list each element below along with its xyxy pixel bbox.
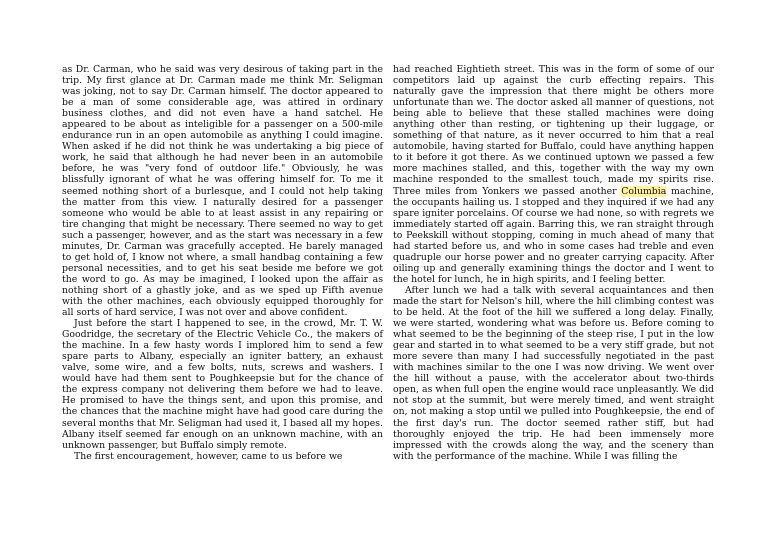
paragraph (393, 64, 714, 285)
paragraph: After lunch we had a talk with several acquaintances and then made the start for Nelson's hill, where the hill climbing contest was to be held. At the foot of the hill we suffered a long delay. Finally, we were started, wondering what was before us. Before coming to what seemed to be the beginning of the steep rise, I put in the low gear and started in to what seemed to be a very stiff grade, but not more severe than many I had successfully negotiated in the past with machines similar to the one I was now driving. We went over the hill without a pause, with the accelerator about two-thirds open, as when full open the engine would race unpleasantly. We did not stop at the summit, but were merely timed, and went straight on, not making a stop until we pulled into Poughkeepsie, the end of the first day's run. The doctor seemed rather stiff, but had thoroughly enjoyed the trip. He had been immensely more impressed with the crowds along the way, and the scenery than with the performance of the machine. While I was filling the (393, 284, 714, 462)
text-run: machine, the occupants hailing us. I stopped and they inquired if we had any spare igniter porcelains. Of course we had none, so with regrets we immediately started off again. Barring this, we ran straight through to Peekskill without stopping, coming in much ahead of many that had started before us, and who in some cases had treble and even quadruple our horse power and no greater carrying capacity. After oiling up and generally examining things the doctor and I went to the hotel for lunch, he in high spirits, and I feeling better. (393, 185, 714, 285)
paragraph: The first encouragement, however, came to us before we (74, 450, 343, 462)
right-column (393, 64, 714, 462)
highlighted-word: Columbia (621, 185, 667, 197)
paragraph: Just before the start I happened to see, in the crowd, Mr. T. W. Goodridge, the secretary of the Electric Vehicle Co., the makers of the machine. In a few hasty words I implored him to send a few spare parts to Albany, especially an igniter battery, an exhaust valve, some wire, and a few bolts, nuts, screws and washers. I would have had them sent to Poughkeepsie but for the chance of the express company not delivering them before we had to leave. He promised to have the things sent, and upon this promise, and the chances that the machine might have had good care during the several months that Mr. Seligman had used it, I based all my hopes. Albany itself seemed far enough on an unknown machine, with an unknown passenger, but Buffalo simply remote. (62, 318, 383, 451)
text-run: had reached Eightieth street. This was in the form of some of our competitors laid up against the curb effecting repairs. This naturally gave the impression that there might be others more unfortunate than we. The doctor asked all manner of questions, not being able to believe that these stalled machines were doing anything other than resting, or tightening up their luggage, or something of that nature, as it never occurred to him that a real automobile, having started for Buffalo, could have anything happen to it before it got there. As we continued uptown we passed a few more machines stalled, and this, together with the way my own machine responded to the smallest touch, made my spirits rise. Three miles from Yonkers we passed another (393, 64, 714, 197)
left-column (62, 64, 383, 462)
paragraph: as Dr. Carman, who he said was very desirous of taking part in the trip. My first glance at Dr. Carman made me think Mr. Seligman was joking, not to say Dr. Carman himself. The doctor appeared to be a man of some considerable age, was attired in ordinary business clothes, and did not even have a hand satchel. He appeared to be about as inteligible for a passenger on a 500-mile endurance run in an open automobile as anything I could imagine. When asked if he did not think he was undertaking a big piece of work, he said that although he had never been in an automobile before, he was "very fond of outdoor life." Obviously, he was blissfully ignorant of what he was offering himself for. To me it seemed nothing short of a burlesque, and I could not help taking the matter from this view. I naturally desired for a passenger someone who would be able to at least assist in any repairing or tire changing that might be necessary. There seemed no way to get such a passenger, however, and as the start was necessary in a few minutes, Dr. Carman was gracefully accepted. He barely managed to get hold of, I know not where, a small handbag containing a few personal necessities, and to get his seat beside me before we got the word to go. As may be imagined, I looked upon the affair as nothing short of a ghastly joke, and as we sped up Fifth avenue with the other machines, each obviously equipped thoroughly for all sorts of hard service, I was not over and above confident. (62, 64, 383, 319)
